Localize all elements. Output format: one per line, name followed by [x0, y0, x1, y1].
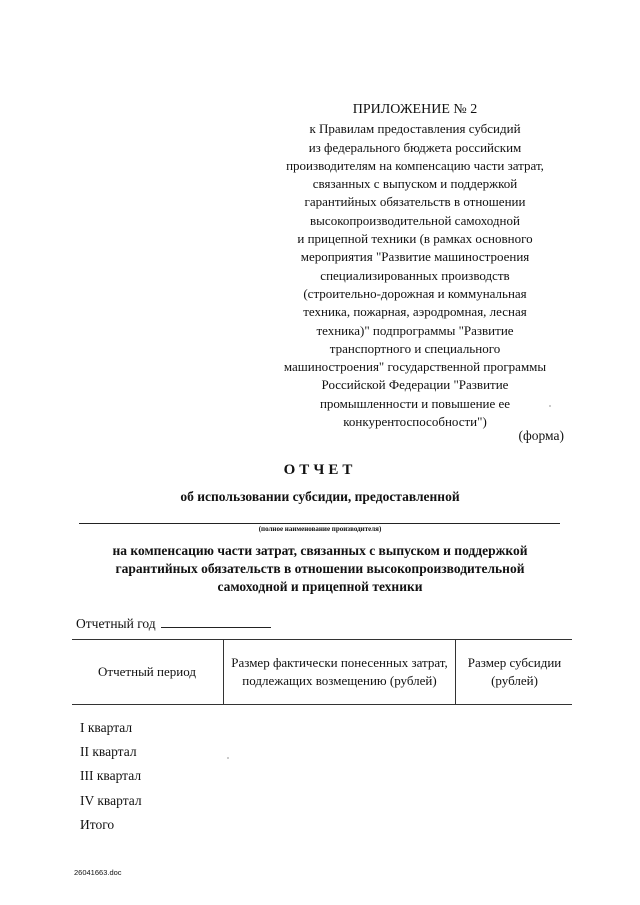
report-year-label: Отчетный год [76, 616, 156, 631]
producer-name-hint: (полное наименование производителя) [258, 525, 382, 533]
appendix-line: мероприятия "Развитие машиностроения [300, 249, 530, 265]
appendix-line: (строительно-дорожная и коммунальная [303, 285, 527, 301]
report-year-field[interactable] [161, 613, 271, 628]
report-title: ОТЧЕТ [283, 462, 357, 478]
appendix-line: машиностроения" государственной программы [283, 359, 547, 375]
appendix-line: производителям на компенсацию части затрат, [286, 157, 544, 173]
appendix-line: техника, пожарная, аэродромная, лесная [303, 304, 527, 320]
scan-speck [549, 405, 551, 407]
appendix-line: гарантийных обязательств в отношении [304, 194, 526, 210]
table-row: Итого [80, 816, 115, 832]
report-year-row [76, 613, 271, 632]
table-row: III квартал [80, 768, 142, 784]
appendix-line: к Правилам предоставления субсидий [309, 121, 521, 137]
appendix-title: ПРИЛОЖЕНИЕ № 2 [352, 102, 478, 117]
scan-speck [227, 757, 229, 759]
appendix-line: связанных с выпуском и поддержкой [312, 176, 518, 192]
appendix-line: Российской Федерации "Развитие [321, 377, 509, 393]
appendix-block [250, 101, 580, 431]
table-row: II квартал [80, 744, 137, 760]
header-costs: Размер фактически понесенных затрат, подлежащих возмещению (рублей) [223, 640, 455, 704]
report-subtitle: об использовании субсидии, предоставленной [180, 489, 460, 504]
appendix-line: высокопроизводительной самоходной [310, 212, 520, 228]
appendix-line: и прицепной техники (в рамках основного [297, 231, 533, 247]
appendix-line: специализированных производств [320, 267, 510, 283]
purpose-line: гарантийных обязательств в отношении высокопроизводительной [115, 561, 525, 576]
appendix-line: из федерального бюджета российским [308, 139, 522, 155]
purpose-line: самоходной и прицепной техники [217, 579, 423, 594]
appendix-line: транспортного и специального [329, 340, 501, 356]
report-table-rows [80, 716, 142, 837]
table-row: IV квартал [80, 792, 142, 808]
purpose-line: на компенсацию части затрат, связанных с выпуском и поддержкой [112, 543, 528, 558]
header-subsidy: Размер субсидии (рублей) [455, 640, 573, 704]
table-row: I квартал [80, 720, 133, 735]
appendix-line: промышленности и повышение ее [319, 395, 511, 411]
report-purpose [70, 542, 570, 596]
header-period: Отчетный период [98, 664, 196, 679]
report-table-header [72, 639, 572, 705]
document-filename: 26041663.doc [74, 868, 122, 877]
form-label: (форма) [518, 428, 564, 443]
producer-name-line[interactable] [79, 523, 560, 524]
appendix-line: конкурентоспособности") [343, 414, 487, 430]
appendix-line: техника)" подпрограммы "Развитие [316, 322, 514, 338]
